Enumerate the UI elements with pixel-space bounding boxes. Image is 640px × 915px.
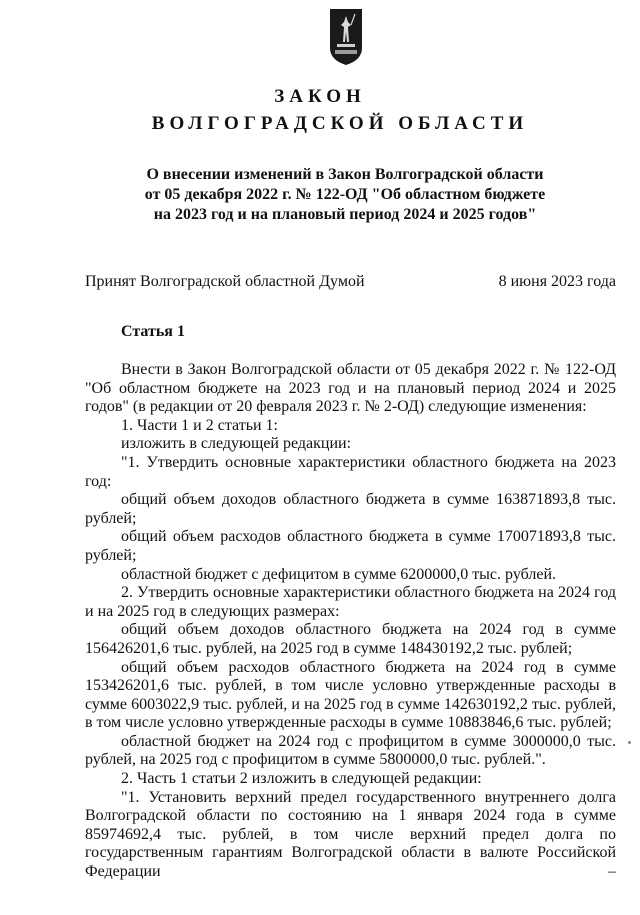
coat-of-arms-emblem	[329, 8, 363, 66]
article-body	[85, 361, 616, 882]
paragraph: общий объем расходов областного бюджета на 2024 год в сумме 153426201,6 тыс. рублей, в том числе условно утвержденные расходы в сумме 6003022,9 тыс. рублей, и на 2025 год в сумме 142630192,2 тыс. рублей, в том числе условно утвержденные расходы в сумме 10883846,6 тыс. рублей;	[85, 658, 616, 732]
paragraph: общий объем расходов областного бюджета в сумме 170071893,8 тыс. рублей;	[85, 528, 616, 564]
subject-line: от 05 декабря 2022 г. № 122-ОД "Об областном бюджете	[144, 186, 546, 203]
paragraph: 1. Части 1 и 2 статьи 1:	[121, 416, 278, 434]
adopted-by: Принят Волгоградской областной Думой	[85, 273, 365, 290]
paragraph: Внести в Закон Волгоградской области от 05 декабря 2022 г. № 122-ОД "Об областном бюджете на 2023 год и на плановый период 2024 и 2025 годов" (в редакции от 20 февраля 2023 г. № 2-ОД) следующие изменения:	[85, 361, 616, 416]
subject-line: О внесении изменений в Закон Волгоградской области	[146, 166, 544, 183]
paragraph: 2. Утвердить основные характеристики областного бюджета на 2024 год и на 2025 год в следующих размерах:	[85, 584, 616, 620]
paragraph: 2. Часть 1 статьи 2 изложить в следующей редакции:	[121, 770, 482, 788]
subject-line: на 2023 год и на плановый период 2024 и 2025 годов"	[153, 206, 537, 223]
scan-speck	[628, 741, 631, 744]
law-subject	[0, 165, 640, 225]
paragraph: "1. Установить верхний предел государственного внутреннего долга Волгоградской области по состоянию на 1 января 2024 года в сумме 85974692,4 тыс. рублей, в том числе верхний предел долга по государственным гарантиям Волгоградской области в валюте Российской Федерации –	[85, 788, 616, 881]
paragraph: изложить в следующей редакции:	[121, 435, 352, 453]
adoption-line	[85, 273, 616, 291]
adoption-date: 8 июня 2023 года	[498, 273, 616, 290]
document-subtitle: ВОЛГОГРАДСКОЙ ОБЛАСТИ	[151, 113, 529, 134]
paragraph: областной бюджет на 2024 год с профицитом в сумме 3000000,0 тыс. рублей, на 2025 год с профицитом в сумме 5800000,0 тыс. рублей.".	[85, 732, 616, 769]
paragraph: "1. Утвердить основные характеристики областного бюджета на 2023 год:	[85, 453, 616, 490]
document-title: ЗАКОН	[274, 86, 366, 107]
paragraph: областной бюджет с дефицитом в сумме 6200000,0 тыс. рублей.	[121, 565, 556, 583]
paragraph: общий объем доходов областного бюджета в сумме 163871893,8 тыс. рублей;	[85, 491, 616, 527]
paragraph: общий объем доходов областного бюджета на 2024 год в сумме 156426201,6 тыс. рублей, на 2025 год в сумме 148430192,2 тыс. рублей;	[85, 621, 616, 657]
article-heading: Статья 1	[121, 323, 185, 340]
